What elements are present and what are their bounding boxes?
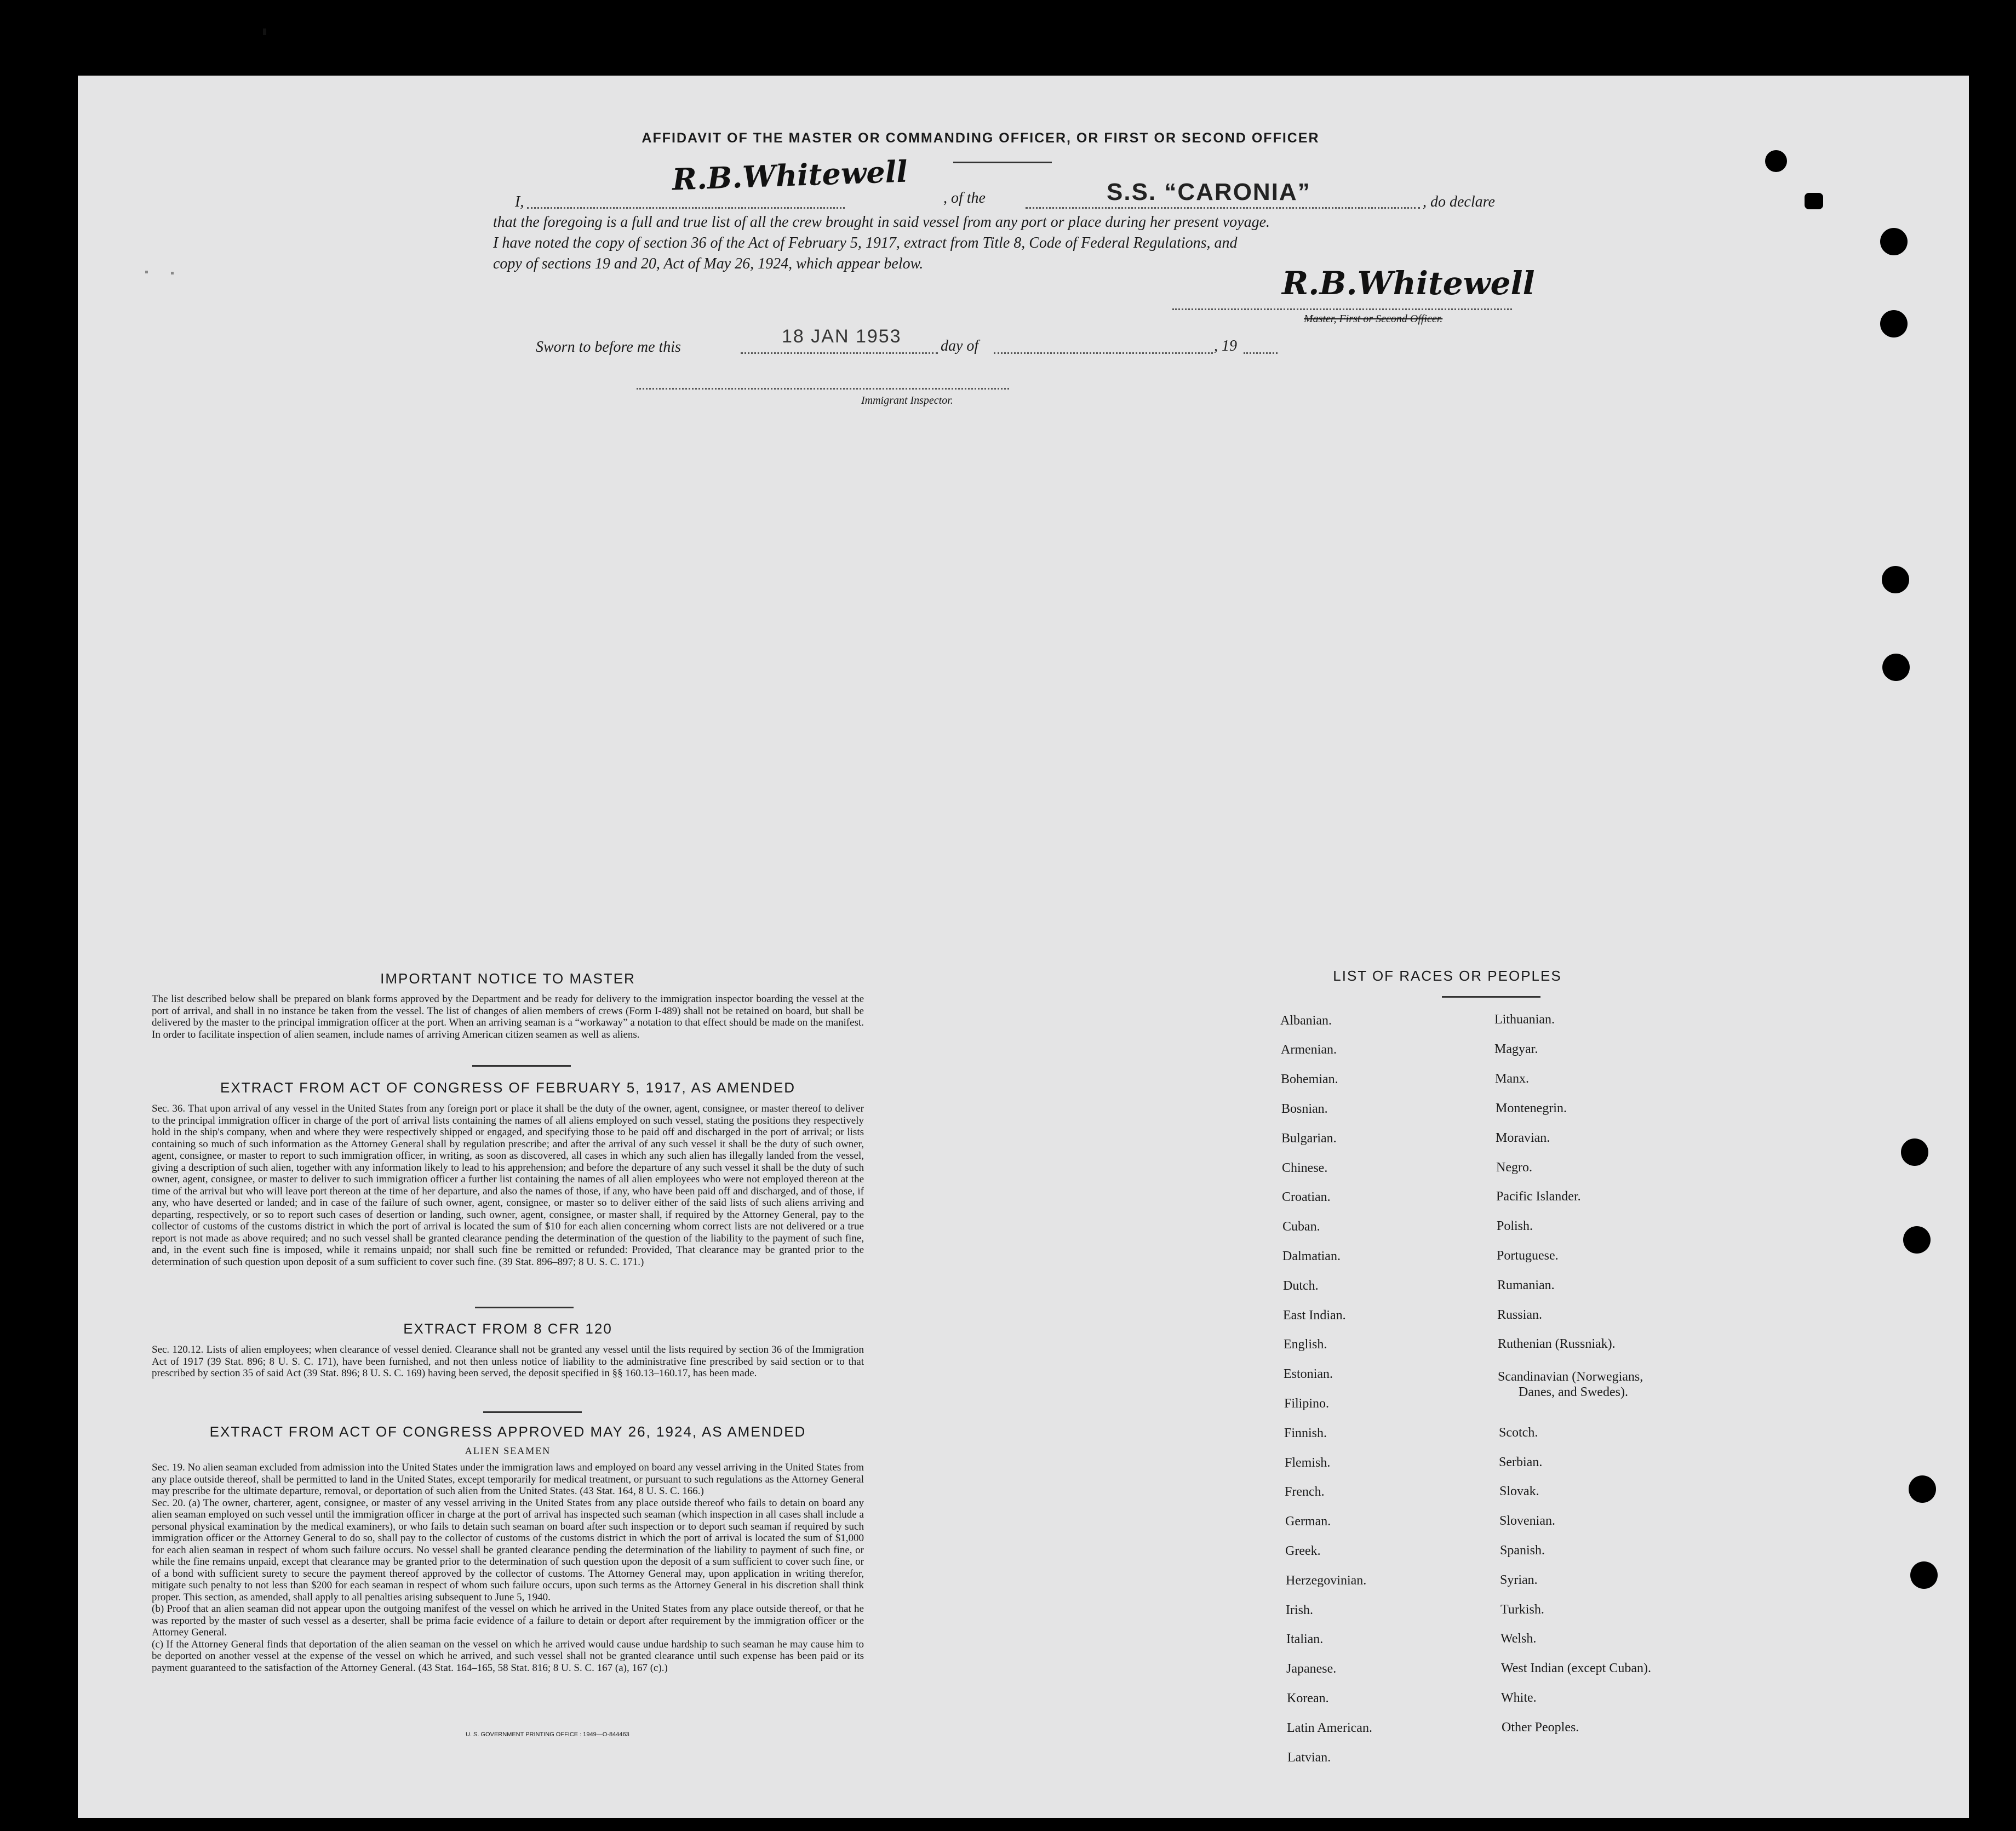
race-item: Manx. (1495, 1072, 1529, 1086)
race-item: Welsh. (1500, 1632, 1537, 1646)
race-item: Filipino. (1284, 1397, 1330, 1411)
race-item: Russian. (1497, 1308, 1543, 1322)
binder-hole (1882, 566, 1909, 593)
extract-1924-title: EXTRACT FROM ACT OF CONGRESS APPROVED MAY 26, 1924, AS AMENDED (209, 1423, 806, 1440)
sec-20b-text: (b) Proof that an alien seaman did not appear upon the outgoing manifest of the vessel on which he arrived in the United States from any place outside thereof, or that he was reported by the master of such vessel as a deserter, shall be prima facie evidence of a failure to detain or deport after requirement by the immigration officer or the Attorney General. (152, 1603, 864, 1638)
notice-title: IMPORTANT NOTICE TO MASTER (380, 970, 635, 987)
race-item: Cuban. (1282, 1220, 1320, 1234)
binder-hole (1901, 1138, 1928, 1166)
sworn-label: Sworn to before me this (536, 339, 681, 356)
year-label: , 19 (1214, 337, 1237, 354)
binder-hole (1910, 1561, 1938, 1589)
race-item: Syrian. (1500, 1573, 1538, 1587)
race-item: Italian. (1286, 1632, 1324, 1646)
vessel-dotted-line (1026, 207, 1420, 209)
sec-20c-text: (c) If the Attorney General finds that deportation of the alien seaman on the vessel on which he arrived would cause undue hardship to such seaman he may cause him to be deported on another vessel at the expense of the vessel on which he arrived, and such vessel shall not be granted clearance until such expense has been paid or its payment guaranteed to the satisfaction of the Attorney General. (43 Stat. 164–165, 58 Stat. 816; 8 U. S. C. 167 (a), 167 (c).) (152, 1638, 864, 1674)
race-item: Bohemian. (1281, 1072, 1338, 1086)
race-item: Lithuanian. (1494, 1012, 1555, 1027)
race-item: English. (1284, 1337, 1327, 1352)
affidavit-i-label: I, (515, 193, 524, 210)
date-stamp: 18 JAN 1953 (782, 326, 902, 347)
race-item: Bosnian. (1281, 1102, 1328, 1116)
year-dotted-line (1244, 352, 1278, 354)
race-item: Korean. (1287, 1691, 1329, 1706)
race-item: Herzegovinian. (1286, 1573, 1367, 1588)
extract-1917-text: Sec. 36. That upon arrival of any vessel in the United States from any foreign port or place it shall be the duty of the owner, agent, consignee, or master thereof to deliver to the principal immigration officer in charge of the port of arrival lists containing the names of all aliens employed on such vessel, stating the positions they respectively hold in the ship's company, when and where they were respectively shipped or engaged, and specifying those to be paid off and discharged in the port of arrival; or lists containing so much of such information as the Attorney General shall by regulation prescribe; and after the arrival of any such vessel it shall be the duty of such owner, agent, consignee, or master to report to such immigration officer, in writing, as soon as discovered, all cases in which any such alien has illegally landed from the vessel, giving a description of such alien, together with any information likely to lead to his apprehension; and before the departure of any such vessel it shall be the duty of such owner, agent, consignee, or master to deliver to such immigration officer a further list containing the names of all alien employees who were not employed thereon at the time of the arrival but who will leave port thereon at the time of her departure, and also the names of those, if any, who have been paid off and discharged, and of those, if any, who have deserted or landed; and in case of the failure of such owner, agent, consignee, or master so to deliver either of the said lists of such aliens arriving and departing, respectively, or so to report such cases of desertion or landing, such owner, agent, consignee, or master shall, if required by the Attorney General, pay to the collector of customs of the customs district in which the port of arrival is located the sum of $10 for each alien concerning whom correct lists are not delivered or a true report is not made as above required; and no such vessel shall be granted clearance pending the determination of the question of the liability to the payment of such fine, and, in the event such fine is imposed, while it remains unpaid; nor shall such fine be remitted or refunded: Provided, That clearance may be granted prior to the determination of such question upon deposit of a sum sufficient to cover such fine. (39 Stat. 896–897; 8 U. S. C. 171.) (152, 1103, 864, 1268)
race-item: Chinese. (1282, 1161, 1328, 1175)
binder-hole (1805, 193, 1823, 209)
race-item: Slovak. (1499, 1484, 1539, 1498)
affidavit-line-4: copy of sections 19 and 20, Act of May 26, 1924, which appear below. (493, 255, 924, 272)
affidavit-line-3: I have noted the copy of section 36 of the Act of February 5, 1917, extract from Title 8, Code of Federal Regulations, and (493, 234, 1238, 251)
race-item: Latvian. (1287, 1750, 1331, 1765)
race-item: Flemish. (1285, 1456, 1331, 1470)
race-item: Albanian. (1280, 1014, 1332, 1028)
race-item: Portuguese. (1497, 1249, 1559, 1263)
extract-1924-body (152, 1462, 864, 1674)
race-item: Armenian. (1281, 1043, 1337, 1057)
race-item: West Indian (except Cuban). (1501, 1661, 1651, 1675)
title-divider (953, 162, 1052, 163)
officer-signature: R.B.Whitewell (1282, 265, 1535, 302)
gpo-imprint: U. S. GOVERNMENT PRINTING OFFICE : 1949—O-844463 (466, 1731, 629, 1738)
race-item: Montenegrin. (1496, 1101, 1567, 1115)
extract-cfr-divider (483, 1411, 582, 1413)
race-item: Pacific Islander. (1496, 1189, 1581, 1204)
race-item: Croatian. (1282, 1190, 1331, 1204)
binder-hole (1765, 150, 1787, 172)
race-item: Estonian. (1284, 1367, 1333, 1381)
notice-text: The list described below shall be prepared on blank forms approved by the Department and be ready for delivery to the immigration inspector boarding the vessel at the port of arrival, and shall in no instance be taken from the vessel. The list of changes of alien members of crews (Form I-489) shall not be retained on board, but shall be delivered by the master to the principal immigration officer at the port. When an arriving seaman is a “workaway” a notation to that effect should be made on the manifest. In order to facilitate inspection of alien seamen, include names of arriving American citizen seamen as well as aliens. (152, 993, 864, 1040)
race-item: Greek. (1285, 1544, 1321, 1558)
extract-1917-title: EXTRACT FROM ACT OF CONGRESS OF FEBRUARY 5, 1917, AS AMENDED (220, 1079, 795, 1096)
race-item: French. (1285, 1485, 1325, 1499)
extract-1917-divider (475, 1307, 574, 1308)
race-item: East Indian. (1283, 1308, 1346, 1323)
do-declare-label: , do declare (1423, 193, 1495, 210)
race-item: Spanish. (1500, 1543, 1545, 1558)
race-item: Latin American. (1287, 1721, 1372, 1735)
document-page (78, 76, 1969, 1818)
sec-19-text: Sec. 19. No alien seaman excluded from admission into the United States under the immigration laws and employed on board any vessel arriving in the United States from any place outside thereof, shall be permitted to land in the United States, except temporarily for medical treatment, or pursuant to such regulations as the Attorney General may prescribe for the ultimate departure, removal, or deportation of such alien from the United States. (43 Stat. 164, 8 U. S. C. 166.) (152, 1462, 864, 1497)
race-item: Scotch. (1499, 1426, 1538, 1440)
inspector-dotted-line (637, 388, 1009, 390)
race-item: Scandinavian (Norwegians, (1498, 1370, 1643, 1384)
alien-seamen-subtitle: ALIEN SEAMEN (465, 1445, 551, 1456)
binder-hole (1880, 228, 1908, 255)
race-item: Moravian. (1496, 1131, 1550, 1145)
race-item: Bulgarian. (1281, 1131, 1337, 1146)
race-item: Danes, and Swedes). (1519, 1385, 1628, 1399)
races-divider (1442, 996, 1540, 998)
race-item: Dalmatian. (1282, 1249, 1341, 1263)
sec-20a-text: Sec. 20. (a) The owner, charterer, agent, consignee, or master of any vessel arriving in the United States from any place outside thereof who fails to detain on board any alien seaman employed on such vessel until the immigration officer in charge at the port of arrival has inspected such seaman (which inspection in all cases shall include a personal physical examination by the medical examiners), or who fails to detain such seaman on board after such inspection or to deport such seaman if required by such immigration officer or the Attorney General to do so, shall pay to the collector of customs of the customs district in which the port of arrival is located the sum of $1,000 for each alien seaman in respect of whom such failure occurs. No vessel shall be granted clearance pending the determination of the liability to payment of such fine, or while the fine remains unpaid, except that clearance may be granted prior to the determination of such question upon the deposit of a sum sufficient to cover such fine, or of a bond with sufficient surety to secure the payment thereof approved by the collector of customs. The Attorney General may, upon application in writing therefor, mitigate such penalty to not less than $200 for each seaman in respect of whom such failure occurs, upon such terms as the Attorney General in his discretion shall think proper. This section, as amended, shall apply to all penalties arising subsequent to June 5, 1940. (152, 1497, 864, 1603)
binder-hole (1882, 654, 1910, 681)
affidavit-line-2: that the foregoing is a full and true list of all the crew brought in said vessel from any port or place during her present voyage. (493, 214, 1270, 231)
races-title: LIST OF RACES OR PEOPLES (1333, 968, 1562, 984)
scan-speck (171, 272, 174, 274)
race-item: German. (1285, 1514, 1331, 1529)
officer-dotted-line (1172, 308, 1512, 310)
binder-hole (1909, 1475, 1936, 1503)
binder-hole (1880, 310, 1908, 337)
inspector-label: Immigrant Inspector. (861, 394, 953, 407)
extract-cfr-text: Sec. 120.12. Lists of alien employees; when clearance of vessel denied. Clearance shall not be granted any vessel until the lists required by section 36 of the Immigration Act of 1917 (39 Stat. 896; 8 U. S. C. 171), have been furnished, and not then unless notice of liability to the administrative fine prescribed by said section or to that prescribed by section 35 of said Act (39 Stat. 896; 8 U. S. C. 169) having been served, the deposit specified in §§ 160.13–160.17, has been made. (152, 1344, 864, 1379)
name-dotted-line (527, 207, 845, 209)
master-signature: R.B.Whitewell (672, 153, 908, 197)
race-item: Japanese. (1286, 1662, 1337, 1676)
scan-speck (263, 28, 266, 35)
race-item: Dutch. (1283, 1279, 1319, 1293)
sworn-day-line (741, 352, 938, 354)
ship-name-stamp: S.S. “CARONIA” (1107, 179, 1311, 205)
race-item: Negro. (1496, 1160, 1532, 1175)
race-item: Finnish. (1284, 1426, 1327, 1440)
race-item: Turkish. (1500, 1603, 1544, 1617)
officer-title: Master, First or Second Officer. (1304, 313, 1443, 325)
race-item: Ruthenian (Russniak). (1498, 1337, 1616, 1351)
scan-speck (145, 271, 148, 273)
race-item: White. (1501, 1691, 1537, 1705)
race-item: Other Peoples. (1502, 1720, 1579, 1735)
race-item: Serbian. (1499, 1455, 1543, 1469)
race-item: Slovenian. (1499, 1514, 1555, 1528)
day-of-label: day of (941, 337, 979, 354)
race-item: Irish. (1286, 1603, 1313, 1617)
race-item: Magyar. (1494, 1042, 1538, 1056)
binder-hole (1903, 1226, 1931, 1254)
race-item: Polish. (1497, 1219, 1533, 1233)
race-item: Rumanian. (1497, 1278, 1555, 1292)
month-dotted-line (994, 352, 1213, 354)
notice-divider (472, 1065, 571, 1067)
affidavit-title: AFFIDAVIT OF THE MASTER OR COMMANDING OFFICER, OR FIRST OR SECOND OFFICER (642, 130, 1320, 146)
extract-cfr-title: EXTRACT FROM 8 CFR 120 (403, 1320, 612, 1337)
of-the-label: , of the (943, 190, 986, 207)
